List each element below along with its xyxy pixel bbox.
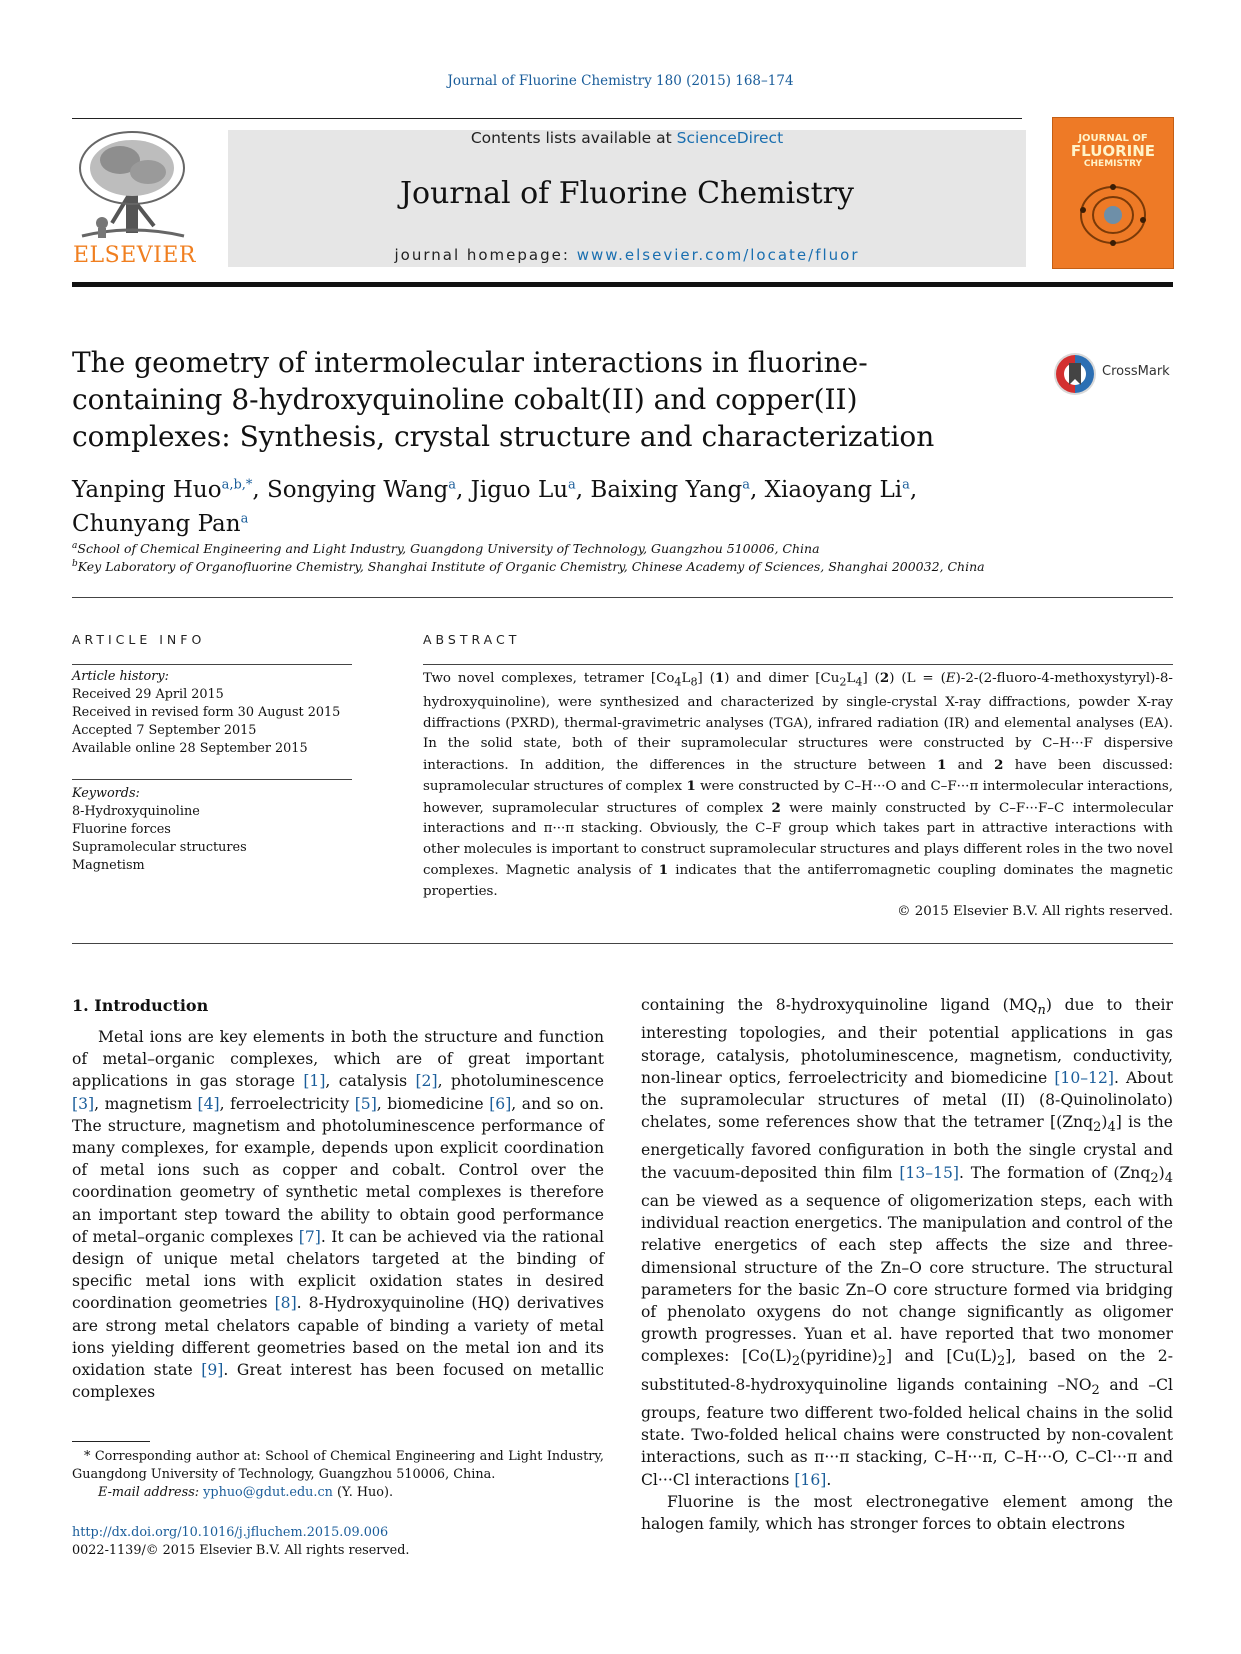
doi-block — [72, 1524, 409, 1560]
citation-link[interactable]: [6] — [489, 1094, 512, 1113]
author-separator: , — [575, 476, 591, 503]
author-name: Jiguo Lu — [470, 476, 569, 503]
footnote-text: Corresponding author at: School of Chemical Engineering and Light Industry, Guangdong University of Technology, Guangzhou 510006, China. — [72, 1449, 604, 1482]
article-info-rule — [72, 664, 352, 665]
footnote-mark: * — [84, 1449, 91, 1464]
crossmark-icon — [1052, 351, 1098, 397]
history-item: Accepted 7 September 2015 — [72, 723, 257, 738]
keywords-label: Keywords: — [72, 786, 140, 801]
keyword: Magnetism — [72, 858, 145, 873]
author-name: Baixing Yang — [590, 476, 743, 503]
corresponding-author-footnote — [72, 1448, 604, 1502]
author-name: Songying Wang — [267, 476, 449, 503]
author-name: Yanping Huo — [72, 476, 222, 503]
cover-atom-icon — [1073, 180, 1153, 250]
intro-paragraph: containing the 8-hydroxyquinoline ligand $(MQ_n)$ due to their interesting topologies, and their potential applications in gas storage, catalysis, photoluminescence, magnetism, conductivity, non-linear optics, ferroelectricity and biomedicine [10–12]. About the supramolecular structures of metal (II) (8-Quinolinolato) chelates, some references show that the tetramer $[(Znq_2)_4]$ is the energetically favored configuration in both the single crystal and the vacuum-deposited thin film [13–15]. The formation of $(Znq_2)_4$ can be viewed as a sequence of oligomerization steps, each with individual reaction energetics. The manipulation and control of the relative energetics of each step affects the size and three-dimensional structure of the Zn–O core structure. The structural parameters for the basic Zn–O core structure formed via bridging of phenolato oxygens do not change significantly as oligomer growth progresses. Yuan et al. have reported that two monomer complexes: $[Co(L)_2(pyridine)_2]$ and $[Cu(L)_2]$, based on the 2-substituted-8-hydroxyquinoline ligands containing $-NO_2$ and –Cl groups, feature two different two-folded helical chains in the solid state. Two-folded helical chains were constructed by non-covalent interactions, such as π···π stacking, C–H···π, C–H···O, C–Cl···π and Cl···Cl interactions [16]. — [641, 996, 1173, 1489]
author-affiliation-mark[interactable]: a — [568, 477, 576, 492]
keywords-rule — [72, 779, 352, 780]
author-affiliation-mark[interactable]: a — [902, 477, 910, 492]
keyword: 8-Hydroxyquinoline — [72, 804, 200, 819]
keyword: Fluorine forces — [72, 822, 171, 837]
abstract-rule — [423, 664, 1173, 665]
cover-title-line3: CHEMISTRY — [1083, 159, 1143, 169]
affiliation-mark: b — [72, 559, 78, 569]
section-heading: 1. Introduction — [72, 996, 209, 1015]
cover-title-line2: FLUORINE — [1070, 142, 1156, 160]
homepage-link[interactable]: www.elsevier.com/locate/fluor — [576, 246, 860, 264]
journal-title: Journal of Fluorine Chemistry — [400, 176, 854, 211]
homepage-prefix: journal homepage: — [394, 246, 570, 264]
author-affiliation-mark[interactable]: a,b,* — [221, 477, 253, 492]
abstract-body — [423, 668, 1173, 923]
issn-line: 0022-1139/© 2015 Elsevier B.V. All rights reserved. — [72, 1543, 410, 1558]
author-separator: , — [456, 476, 471, 503]
author[interactable] — [590, 477, 750, 503]
citation-link[interactable]: [7] — [298, 1227, 321, 1246]
journal-cover[interactable] — [1052, 117, 1174, 269]
article-title: The geometry of intermolecular interactions in fluorine-containing 8-hydroxyquinoline cobalt(II) and copper(II) complexes: Synthesis, crystal structure and characterization — [72, 346, 935, 453]
abstract-bottom-rule — [72, 943, 1173, 944]
header-rule — [72, 118, 1022, 119]
author-separator: , — [252, 476, 268, 503]
citation-link[interactable]: [8] — [274, 1294, 297, 1313]
doi-link[interactable]: http://dx.doi.org/10.1016/j.jfluchem.2015.09.006 — [72, 1525, 389, 1540]
cover-title — [1053, 132, 1173, 171]
author-affiliation-mark[interactable]: a — [240, 511, 249, 527]
citation-link[interactable]: [9] — [201, 1361, 224, 1380]
author-name: Chunyang Pan — [72, 511, 241, 538]
author[interactable] — [471, 477, 576, 503]
affiliation-mark: a — [72, 541, 78, 551]
citation-link[interactable]: [4] — [197, 1094, 220, 1113]
citation-link[interactable]: [2] — [415, 1072, 438, 1091]
citation-link[interactable]: [3] — [72, 1094, 95, 1113]
affiliation-rule — [72, 597, 1173, 598]
author-name: Xiaoyang Li — [764, 476, 903, 503]
elsevier-logo[interactable] — [72, 128, 197, 270]
contents-line — [228, 129, 1026, 147]
keyword: Supramolecular structures — [72, 840, 247, 855]
author[interactable] — [72, 511, 248, 537]
homepage-line — [228, 246, 1026, 264]
abstract-copyright: © 2015 Elsevier B.V. All rights reserved. — [897, 904, 1173, 920]
author[interactable] — [267, 477, 456, 503]
citation-link[interactable]: [13–15] — [899, 1163, 959, 1182]
author[interactable] — [765, 477, 910, 503]
article-history — [72, 668, 352, 758]
crossmark-label: CrossMark — [1102, 364, 1170, 379]
author-separator: , — [749, 476, 765, 503]
history-label: Article history: — [72, 669, 169, 684]
author-separator: , — [909, 476, 918, 503]
author-list — [72, 470, 1032, 539]
affiliation-text: Key Laboratory of Organofluorine Chemistry, Shanghai Institute of Organic Chemistry, Chinese Academy of Sciences, Shanghai 200032, China — [77, 559, 985, 575]
publisher-name: ELSEVIER — [72, 243, 196, 268]
abstract-text: Two novel complexes, tetramer $[Co_4L_8]$ (1) and dimer $[Cu_2L_4]$ (2) (L = (E)-2-(2-fluoro-4-methoxystyryl)-8-hydroxyquinoline), were synthesized and characterized by single-crystal X-ray diffractions, powder X-ray diffractions (PXRD), thermal-gravimetric analyses (TGA), infrared radiation (IR) and elemental analyses (EA). In the solid state, both of their supramolecular structures were constructed by C–H···F dispersive interactions. In addition, the differences in the structure between 1 and 2 have been discussed: supramolecular structures of complex 1 were constructed by C–H···O and C–F···π intermolecular interactions, however, supramolecular structures of complex 2 were mainly constructed by C–F···F–C intermolecular interactions and π···π stacking. Obviously, the C–F group which takes part in attractive interactions with other molecules is important to construct supramolecular structures and plays different roles in the two novel complexes. Magnetic analysis of 1 indicates that the antiferromagnetic coupling dominates the magnetic properties. — [423, 670, 1173, 899]
header-thick-rule — [72, 282, 1173, 287]
journal-reference[interactable]: Journal of Fluorine Chemistry 180 (2015) 168–174 — [447, 73, 794, 89]
citation-link[interactable]: [10–12] — [1054, 1068, 1114, 1087]
history-item: Available online 28 September 2015 — [72, 741, 308, 756]
cover-title-line1: JOURNAL OF — [1078, 133, 1148, 144]
citation-link[interactable]: [16] — [794, 1470, 827, 1489]
affiliation-text: School of Chemical Engineering and Light Industry, Guangdong University of Technology, Guangzhou 510006, China — [77, 541, 820, 557]
author-affiliation-mark[interactable]: a — [448, 477, 457, 492]
history-item: Received 29 April 2015 — [72, 687, 224, 702]
email-link[interactable]: yphuo@gdut.edu.cn — [203, 1485, 333, 1500]
intro-column-1 — [72, 1026, 604, 1403]
intro-paragraph: Fluorine is the most electronegative element among the halogen family, which has stronger forces to obtain electrons — [641, 1492, 1173, 1534]
email-owner: (Y. Huo). — [332, 1485, 394, 1500]
affiliation-a — [72, 541, 1172, 556]
history-item: Received in revised form 30 August 2015 — [72, 705, 341, 720]
footnote-rule — [72, 1441, 150, 1442]
affiliation-b — [72, 559, 1172, 574]
citation-link[interactable]: [1] — [303, 1072, 326, 1091]
author-affiliation-mark[interactable]: a — [742, 477, 750, 492]
author[interactable] — [72, 477, 252, 503]
crossmark-badge[interactable] — [1052, 351, 1177, 397]
intro-paragraph: Metal ions are key elements in both the structure and function of metal–organic complexes, which are of great important applications in gas storage [1], catalysis [2], photoluminescence [3], magnetism [4], ferroelectricity [5], biomedicine [6], and so on. The structure, magnetism and photoluminescence performance of many complexes, for example, depends upon explicit coordination of metal ions such as copper and cobalt. Control over the coordination geometry of synthetic metal complexes is therefore an important step toward the ability to obtain good performance of metal–organic complexes [7]. It can be achieved via the rational design of unique metal chelators targeted at the binding of specific metal ions with explicit oxidation states in desired coordination geometries [8]. 8-Hydroxyquinoline (HQ) derivatives are strong metal chelators capable of binding a variety of metal ions yielding different geometries based on the metal ion and its oxidation state [9]. Great interest has been focused on metallic complexes — [72, 1028, 605, 1402]
citation-link[interactable]: [5] — [354, 1094, 377, 1113]
abstract-heading: ABSTRACT — [423, 632, 521, 647]
article-info-heading: ARTICLE INFO — [72, 632, 206, 647]
sciencedirect-link[interactable]: ScienceDirect — [676, 129, 784, 147]
intro-column-2 — [641, 994, 1173, 1535]
email-label: E-mail address: — [98, 1485, 200, 1500]
keywords — [72, 785, 352, 875]
contents-prefix: Contents lists available at — [470, 129, 672, 147]
